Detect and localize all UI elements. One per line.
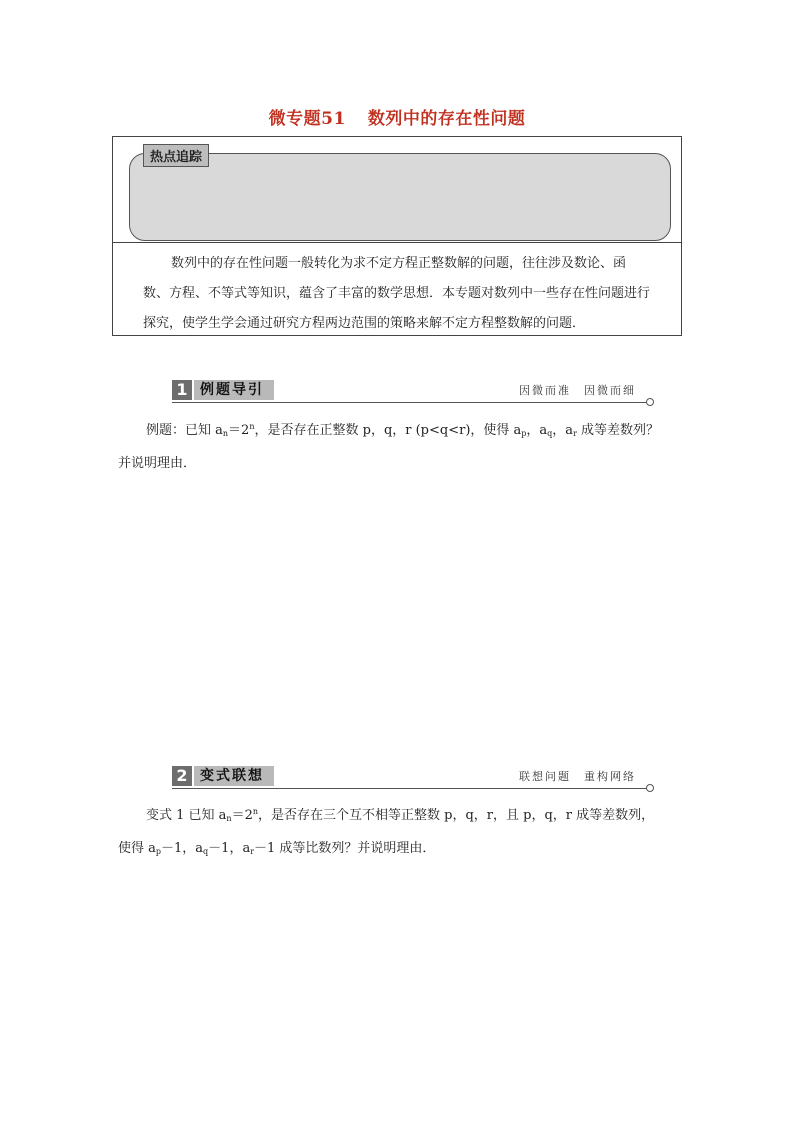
section-number-badge: 2 (172, 766, 192, 786)
example-line-1: 例题：已知 $a_n=2^n$，是否存在正整数 p，q，r (p<q<r)，使得 $a_p$，$a_q$，$a_r$ 成等差数列？ (146, 422, 660, 438)
section-label: 变式联想 (194, 766, 274, 786)
paragraph-line: 探究，使学生学会通过研究方程两边范围的策略来解不定方程整数解的问题． (143, 316, 586, 331)
variant-problem (118, 797, 682, 867)
hot-topic-box (112, 136, 682, 336)
hot-topic-banner (129, 153, 671, 241)
section-header-example (172, 380, 654, 406)
rule-end-dot (646, 784, 654, 792)
section-rule (172, 788, 648, 789)
section-header-variant (172, 766, 654, 792)
section-number-badge: 1 (172, 380, 192, 400)
section-motto: 因微而准 因微而细 (519, 384, 636, 397)
paragraph-line: 数列中的存在性问题一般转化为求不定方程正整数解的问题，往往涉及数论、函 (171, 256, 627, 271)
title-text: 数列中的存在性问题 (367, 109, 526, 129)
example-line-2: 并说明理由． (118, 456, 197, 471)
hot-topic-tag: 热点追踪 (143, 144, 209, 167)
section-label: 例题导引 (194, 380, 274, 400)
section-rule (172, 402, 648, 403)
example-problem (118, 412, 682, 479)
paragraph-line: 数、方程、不等式等知识，蕴含了丰富的数学思想．本专题对数列中一些存在性问题进行 (143, 286, 651, 301)
hot-topic-paragraph (143, 249, 673, 339)
variant-line-2: 使得 $a_p-1$，$a_q-1$，$a_r-1$ 成等比数列？并说明理由． (118, 841, 436, 856)
section-motto: 联想问题 重构网络 (519, 770, 636, 783)
rule-end-dot (646, 398, 654, 406)
variant-line-1: 变式 1 已知 $a_n=2^n$，是否存在三个互不相等正整数 p，q，r，且 p，q，r 成等差数列， (146, 807, 655, 823)
title-number: 微专题51 (268, 109, 346, 129)
page-title (0, 104, 794, 129)
divider (113, 242, 681, 243)
